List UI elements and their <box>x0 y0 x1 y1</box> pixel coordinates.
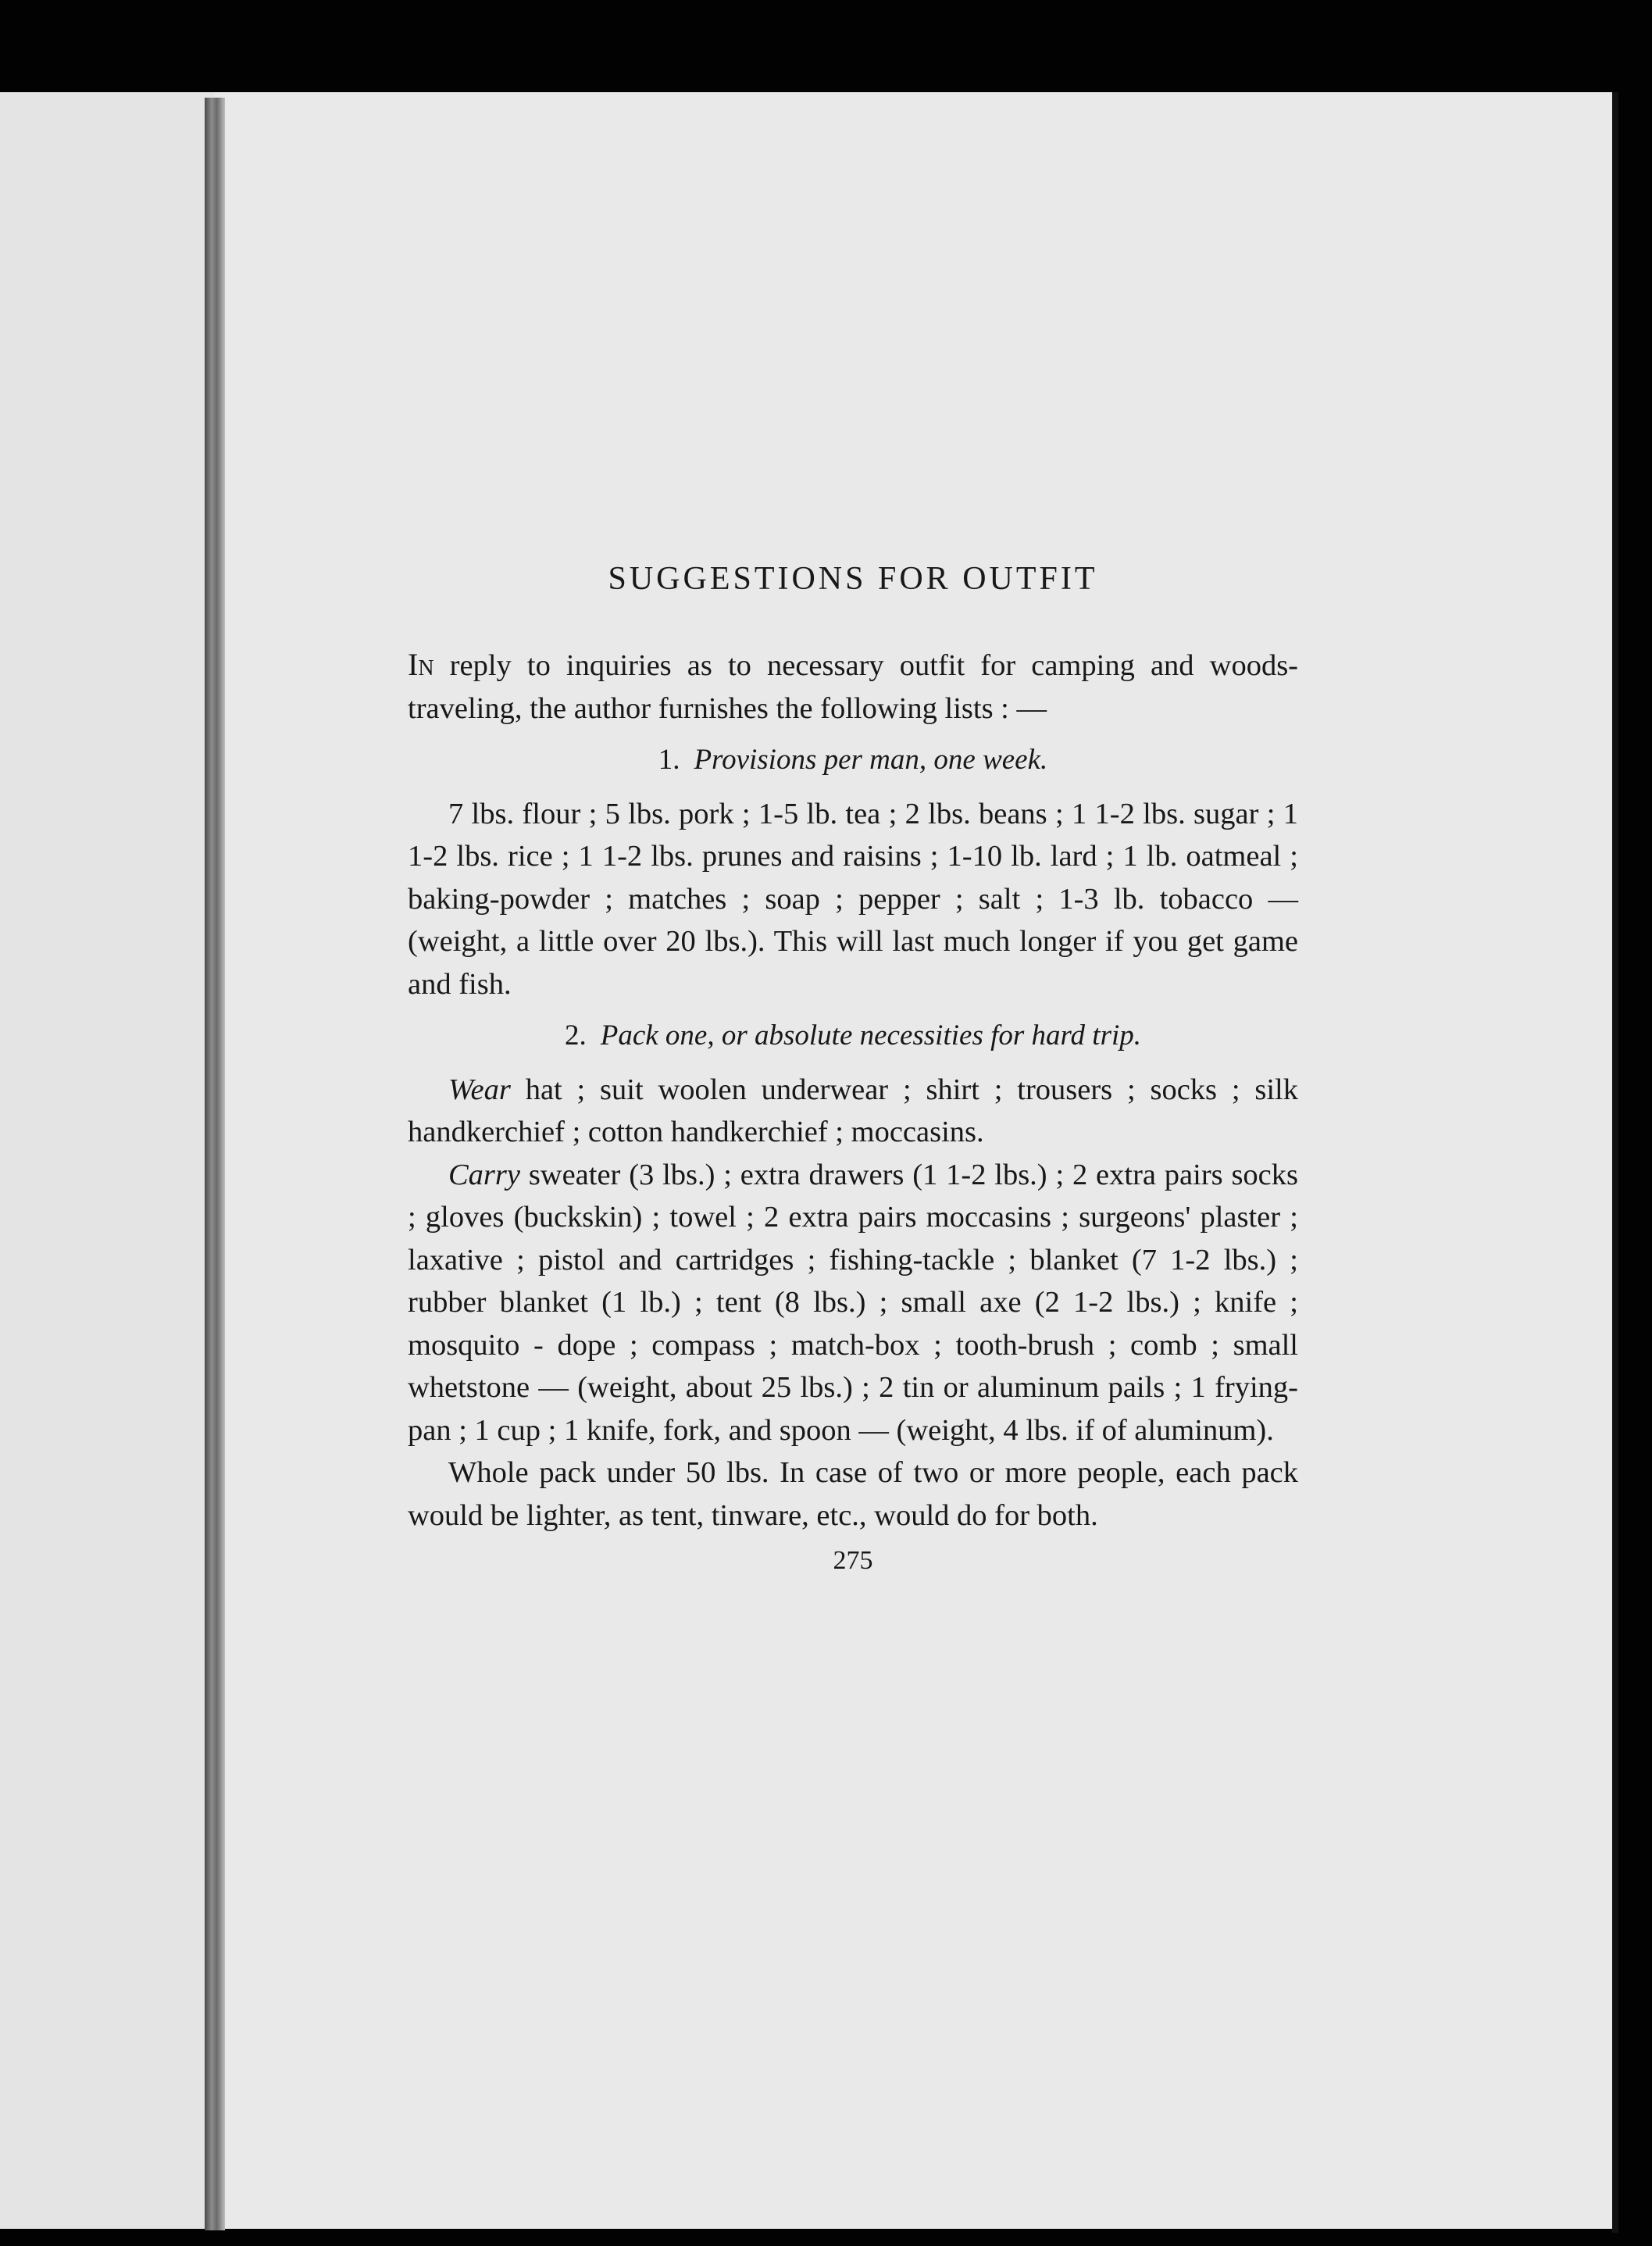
facing-page <box>0 92 215 2229</box>
whole-pack-paragraph: Whole pack under 50 lbs. In case of two or more people, each pack would be lighter, as tent, tinware, etc., would do for both. <box>408 1456 1298 1532</box>
list2-title: Pack one, or absolute necessities for hard trip. <box>600 1019 1142 1052</box>
carry-label: Carry <box>448 1158 520 1191</box>
page-text <box>408 562 1298 1574</box>
page-heading: SUGGESTIONS FOR OUTFIT <box>608 561 1098 597</box>
carry-text: sweater (3 lbs.) ; extra drawers (1 1-2 lbs.) ; 2 extra pairs socks ; gloves (buckskin) ; towel ; 2 extra pairs moccasins ; surgeons' plaster ; laxative ; pistol and cartridges ; fishing-tackle ; blanket (7 1-2 lbs.) ; rubber blanket (1 lb.) ; tent (8 lbs.) ; small axe (2 1-2 lbs.) ; knife ; mosquito - dope ; compass ; match-box ; tooth-brush ; comb ; small whetstone — (weight, about 25 lbs.) ; 2 tin or aluminum pails ; 1 frying-pan ; 1 cup ; 1 knife, fork, and spoon — (weight, 4 lbs. if of aluminum). <box>408 1158 1299 1447</box>
page-number: 275 <box>833 1546 873 1575</box>
intro-text: reply to inquiries as to necessary outfit for camping and woods-traveling, the author furnishes the following lists : — <box>408 649 1298 725</box>
intro-dropcap: In <box>408 647 434 682</box>
list1-heading <box>408 739 1298 782</box>
book-gutter <box>205 98 225 2230</box>
wear-text: hat ; suit woolen underwear ; shirt ; trousers ; socks ; silk handkerchief ; cotton handkerchief ; moccasins. <box>408 1073 1298 1148</box>
wear-paragraph <box>408 1069 1298 1154</box>
list2-heading <box>408 1015 1298 1058</box>
list1-paragraph: 7 lbs. flour ; 5 lbs. pork ; 1-5 lb. tea ; 2 lbs. beans ; 1 1-2 lbs. sugar ; 1 1-2 lbs. rice ; 1 1-2 lbs. prunes and raisins ; 1-10 lb. lard ; 1 lb. oatmeal ; baking-powder ; matches ; soap ; pepper ; salt ; 1-3 lb. tobacco — (weight, a little over 20 lbs.). This will last much longer if you get game and fish. <box>408 797 1298 1001</box>
list1-title: Provisions per man, one week. <box>694 744 1048 776</box>
page-edge <box>1612 92 1618 2233</box>
carry-paragraph <box>408 1154 1298 1452</box>
intro-paragraph <box>408 644 1298 730</box>
wear-label: Wear <box>448 1073 511 1106</box>
list2-number: 2. <box>564 1019 587 1052</box>
list1-number: 1. <box>658 744 680 776</box>
